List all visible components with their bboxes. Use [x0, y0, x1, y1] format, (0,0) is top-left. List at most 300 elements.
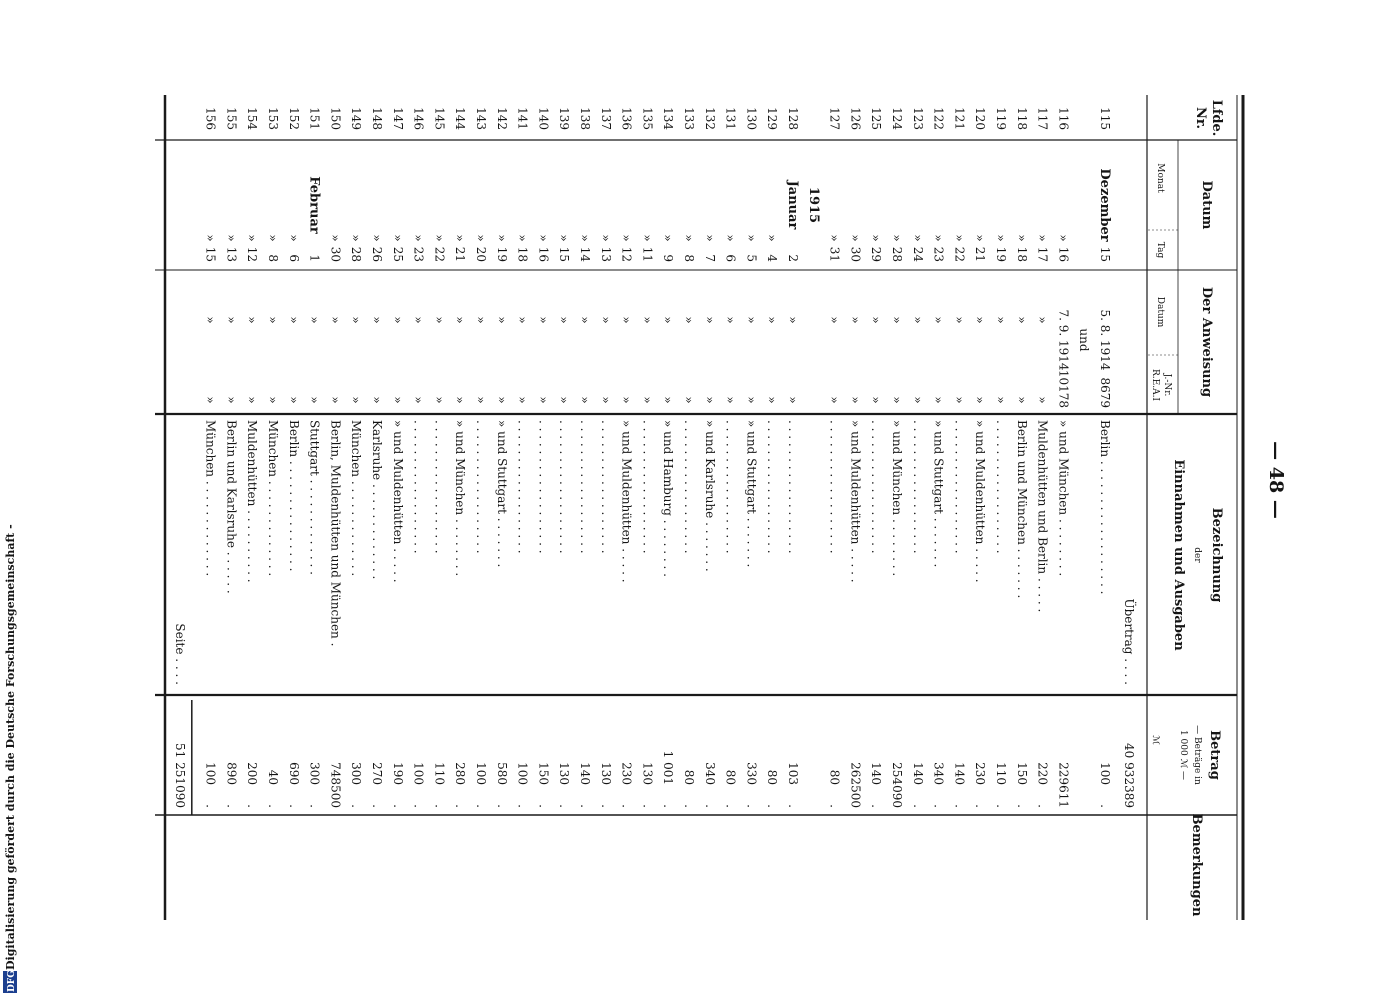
cell-tag: 15: [1098, 246, 1112, 262]
cell-anw-datum: »: [1035, 316, 1050, 324]
cell-pf: .: [286, 804, 301, 808]
table-row: [287, 107, 301, 808]
cell-mark: 580: [494, 762, 509, 785]
cell-pf: .: [494, 804, 509, 808]
cell-tag: 7: [702, 254, 717, 262]
cell-pf: .: [994, 804, 1008, 808]
cell-anw-datum: »: [682, 316, 696, 324]
cell-anw-datum: »: [973, 316, 988, 324]
cell-tag: 11: [640, 246, 655, 262]
cell-bezeichnung: Berlin und München . . . . . . .: [1014, 420, 1029, 599]
cell-tag: 6: [723, 254, 738, 262]
header-labels: [1150, 100, 1224, 917]
cell-tag: 13: [224, 246, 239, 262]
cell-monat: »: [224, 234, 239, 242]
cell-anw-datum: und: [1077, 328, 1092, 352]
cell-anw-datum: »: [786, 316, 800, 324]
table-row: [557, 107, 571, 808]
table-body: [173, 107, 1138, 815]
cell-bezeichnung: . . . . . . . . . . . . . . . . . .: [557, 420, 572, 554]
cell-pf: .: [390, 804, 405, 808]
cell-tag: 8: [682, 254, 696, 262]
cell-mark: 340: [702, 762, 717, 785]
cell-nr: 147: [390, 107, 405, 130]
cell-bezeichnung: » und Muldenhütten . . . . .: [390, 420, 405, 583]
cell-tag: 18: [515, 246, 530, 262]
cell-jnr: »: [307, 396, 322, 404]
cell-nr: 118: [1014, 107, 1029, 130]
cell-mark: 262: [848, 762, 863, 785]
cell-mark: 330: [744, 762, 759, 785]
table-row: [890, 107, 904, 808]
cell-pf: .: [744, 804, 759, 808]
cell-monat: »: [640, 234, 655, 242]
cell-monat: »: [474, 234, 488, 242]
cell-anw-datum: »: [224, 316, 239, 324]
cell-jnr: »: [890, 396, 904, 404]
cell-jnr: »: [910, 396, 925, 404]
cell-monat: »: [682, 234, 696, 242]
cell-anw-datum: »: [1014, 316, 1029, 324]
cell-tag: 23: [411, 246, 426, 262]
header-jnr-2: R.E.A.I: [1150, 369, 1160, 401]
cell-pf: 611: [1056, 785, 1071, 808]
header-jnr-1: J.-Nr.: [1162, 373, 1172, 397]
cell-mark: 80: [682, 769, 696, 785]
cell-jnr: »: [765, 396, 780, 404]
cell-anw-datum: »: [598, 316, 613, 324]
cell-bezeichnung: » und Karlsruhe . . . . . . .: [702, 420, 717, 572]
cell-monat: »: [494, 234, 509, 242]
cell-mark: 100: [474, 762, 488, 785]
table-row: [1077, 328, 1091, 351]
cell-pf: .: [536, 804, 551, 808]
cell-jnr: »: [349, 396, 364, 404]
table-row: [620, 107, 634, 808]
cell-mark: 140: [910, 762, 925, 785]
cell-anw-datum: »: [702, 316, 717, 324]
cell-tag: 19: [994, 246, 1008, 262]
cell-jnr: »: [224, 396, 239, 404]
table-row: [328, 107, 342, 808]
cell-nr: 149: [349, 107, 364, 130]
table-row: [703, 107, 717, 808]
table-row: [765, 107, 779, 808]
cell-tag: 24: [910, 246, 925, 262]
seite-pf: 090: [172, 785, 187, 808]
cell-bezeichnung: . . . . . . . . . . . . . . . . . .: [786, 420, 800, 554]
cell-mark: 229: [1056, 762, 1071, 785]
cell-bezeichnung: . . . . . . . . . . . . . . . . . .: [994, 420, 1008, 554]
table-row: [1056, 107, 1070, 808]
cell-nr: 131: [723, 107, 738, 130]
cell-bezeichnung: München . . . . . . . . . . . . .: [266, 420, 280, 577]
table-row: [412, 107, 426, 808]
cell-mark: 140: [952, 762, 967, 785]
cell-monat: »: [286, 234, 301, 242]
cell-monat: »: [765, 234, 780, 242]
cell-pf: .: [266, 804, 280, 808]
cell-tag: 12: [245, 246, 260, 262]
cell-jnr: »: [432, 396, 447, 404]
table-row: [224, 107, 238, 808]
cell-monat: »: [827, 234, 842, 242]
cell-anw-datum: 5. 8. 1914: [1098, 309, 1112, 371]
cell-jnr: »: [848, 396, 863, 404]
cell-mark: 100: [1098, 762, 1112, 785]
cell-tag: 21: [453, 246, 468, 262]
table-row: [828, 107, 842, 808]
cell-pf: .: [203, 804, 218, 808]
cell-mark: 80: [765, 769, 780, 785]
cell-anw-datum: »: [390, 316, 405, 324]
cell-pf: .: [515, 804, 530, 808]
cell-tag: 26: [370, 246, 384, 262]
cell-mark: 150: [1014, 762, 1029, 785]
cell-anw-datum: »: [869, 316, 884, 324]
cell-monat: »: [245, 234, 260, 242]
cell-pf: .: [578, 804, 592, 808]
cell-nr: 156: [203, 107, 218, 130]
table-row: [661, 107, 675, 808]
cell-monat: 1915: [805, 186, 821, 224]
cell-jnr: »: [640, 396, 655, 404]
cell-jnr: »: [661, 396, 676, 404]
cell-tag: 22: [952, 246, 967, 262]
cell-mark: 340: [931, 762, 946, 785]
header-betrag-4: ℳ: [1150, 735, 1160, 745]
cell-tag: 28: [890, 246, 904, 262]
cell-mark: 254: [890, 762, 904, 785]
cell-bezeichnung: . . . . . . . . . . . . . . . . . .: [515, 420, 530, 554]
cell-nr: 150: [328, 107, 343, 130]
cell-jnr: »: [557, 396, 572, 404]
seite-mark: 51 251: [172, 743, 187, 785]
cell-nr: 141: [515, 107, 530, 130]
cell-pf: .: [952, 804, 967, 808]
cell-monat: »: [453, 234, 468, 242]
cell-tag: 12: [619, 246, 634, 262]
cell-tag: 17: [1035, 246, 1050, 262]
header-bemerkungen: Bemerkungen: [1189, 813, 1204, 917]
table-row: [682, 107, 696, 808]
uebertrag-label: Übertrag . . . .: [1122, 598, 1136, 685]
dfg-logo-text: DFG: [7, 970, 17, 992]
cell-monat: »: [349, 234, 364, 242]
table-row: [536, 107, 550, 808]
cell-monat: »: [869, 234, 884, 242]
cell-nr: 132: [702, 107, 717, 130]
cell-pf: .: [682, 804, 696, 808]
cell-mark: 280: [453, 762, 468, 785]
cell-jnr: 10178: [1056, 369, 1071, 408]
cell-anw-datum: »: [578, 316, 592, 324]
cell-nr: 136: [619, 107, 634, 130]
cell-tag: 23: [931, 246, 946, 262]
cell-bezeichnung: » und München . . . . . . . .: [453, 420, 468, 577]
cell-anw-datum: »: [474, 316, 488, 324]
cell-tag: 29: [869, 246, 884, 262]
table-row: [370, 107, 384, 808]
cell-nr: 142: [494, 107, 509, 130]
cell-jnr: »: [702, 396, 717, 404]
table-row: [952, 107, 966, 808]
header-datum: Datum: [1199, 180, 1214, 230]
cell-pf: .: [786, 804, 800, 808]
cell-anw-datum: »: [515, 316, 530, 324]
cell-mark: 100: [411, 762, 426, 785]
cell-mark: 690: [286, 762, 301, 785]
cell-jnr: »: [682, 396, 696, 404]
cell-anw-datum: »: [453, 316, 468, 324]
cell-anw-datum: »: [931, 316, 946, 324]
cell-monat: »: [598, 234, 613, 242]
cell-pf: .: [307, 804, 322, 808]
cell-mark: 140: [578, 762, 592, 785]
uebertrag-pf: 389: [1122, 785, 1136, 808]
cell-anw-datum: »: [349, 316, 364, 324]
cell-bezeichnung: » und München . . . . . . . .: [1056, 420, 1071, 577]
cell-jnr: »: [973, 396, 988, 404]
cell-nr: 130: [744, 107, 759, 130]
cell-monat: »: [619, 234, 634, 242]
cell-nr: 128: [786, 107, 800, 130]
header-monat: Monat: [1155, 163, 1165, 193]
cell-nr: 146: [411, 107, 426, 130]
cell-anw-datum: »: [266, 316, 280, 324]
cell-nr: 134: [661, 107, 676, 130]
cell-mark: 130: [598, 762, 613, 785]
table-row: [640, 107, 654, 808]
cell-jnr: »: [328, 396, 343, 404]
cell-jnr: »: [474, 396, 488, 404]
cell-pf: .: [224, 804, 239, 808]
cell-anw-datum: »: [640, 316, 655, 324]
cell-jnr: »: [578, 396, 592, 404]
cell-bezeichnung: . . . . . . . . . . . . . . . . . .: [827, 420, 842, 554]
cell-bezeichnung: . . . . . . . . . . . . . . . . . .: [578, 420, 592, 554]
cell-bezeichnung: » und Stuttgart . . . . . . .: [931, 420, 946, 568]
cell-monat: »: [744, 234, 759, 242]
table-row: [474, 107, 488, 808]
cell-nr: 151: [307, 107, 322, 130]
cell-tag: 15: [557, 246, 572, 262]
cell-monat: »: [931, 234, 946, 242]
cell-jnr: »: [494, 396, 509, 404]
cell-anw-datum: »: [994, 316, 1008, 324]
cell-nr: 152: [286, 107, 301, 130]
cell-pf: .: [453, 804, 468, 808]
cell-mark: 130: [557, 762, 572, 785]
cell-nr: 155: [224, 107, 239, 130]
cell-jnr: »: [744, 396, 759, 404]
cell-anw-datum: »: [307, 316, 322, 324]
cell-monat: »: [557, 234, 572, 242]
cell-tag: 9: [661, 254, 676, 262]
cell-monat: »: [432, 234, 447, 242]
cell-tag: 1: [307, 254, 322, 262]
cell-bezeichnung: . . . . . . . . . . . . . . . . . .: [869, 420, 884, 554]
cell-nr: 138: [578, 107, 592, 130]
cell-anw-datum: »: [848, 316, 863, 324]
cell-nr: 144: [453, 107, 468, 130]
cell-nr: 122: [931, 107, 946, 130]
cell-monat: »: [328, 234, 343, 242]
cell-pf: .: [661, 804, 676, 808]
cell-anw-datum: »: [494, 316, 509, 324]
cell-tag: 13: [598, 246, 613, 262]
cell-pf: .: [557, 804, 572, 808]
cell-nr: 133: [682, 107, 696, 130]
cell-nr: 145: [432, 107, 447, 130]
cell-nr: 129: [765, 107, 780, 130]
cell-pf: .: [827, 804, 842, 808]
cell-nr: 127: [827, 107, 842, 130]
cell-jnr: »: [1035, 396, 1050, 404]
cell-bezeichnung: . . . . . . . . . . . . . . . . . .: [432, 420, 447, 554]
cell-bezeichnung: . . . . . . . . . . . . . . . . . .: [474, 420, 488, 554]
cell-mark: 110: [432, 762, 447, 785]
cell-bezeichnung: Berlin, Muldenhütten und München .: [328, 420, 343, 647]
cell-nr: 143: [474, 107, 488, 130]
cell-tag: 31: [827, 246, 842, 262]
table-row: [1015, 107, 1029, 808]
table-row: [391, 107, 405, 808]
cell-mark: 40: [266, 769, 280, 785]
cell-pf: .: [474, 804, 488, 808]
page-number: — 48 —: [1265, 441, 1287, 519]
cell-anw-datum: »: [619, 316, 634, 324]
cell-monat: »: [370, 234, 384, 242]
cell-tag: 2: [786, 254, 800, 262]
table-row: [495, 107, 509, 808]
seite-label: Seite . . . .: [172, 623, 187, 685]
cell-bezeichnung: Muldenhütten . . . . . . . . . .: [245, 420, 260, 583]
cell-pf: .: [432, 804, 447, 808]
cell-tag: 25: [390, 246, 405, 262]
cell-nr: 154: [245, 107, 260, 130]
cell-anw-datum: »: [245, 316, 260, 324]
table-row: [1097, 107, 1112, 808]
table-row: [204, 107, 218, 808]
table-row: [599, 107, 613, 808]
cell-bezeichnung: . . . . . . . . . . . . . . . . . .: [411, 420, 426, 554]
cell-mark: 1 001: [661, 750, 676, 785]
cell-jnr: »: [598, 396, 613, 404]
table-row: [806, 187, 821, 223]
cell-nr: 119: [994, 107, 1008, 130]
header-betrag-3: 1 000 ℳ —: [1178, 729, 1188, 781]
cell-tag: 4: [765, 254, 780, 262]
cell-anw-datum: »: [910, 316, 925, 324]
cell-jnr: »: [390, 396, 405, 404]
cell-bezeichnung: . . . . . . . . . . . . . . . . . .: [536, 420, 551, 554]
cell-anw-datum: »: [370, 316, 384, 324]
cell-pf: .: [1035, 804, 1050, 808]
cell-monat: »: [952, 234, 967, 242]
cell-mark: 200: [245, 762, 260, 785]
cell-bezeichnung: » und München . . . . . . . .: [890, 420, 904, 577]
cell-mark: 80: [723, 769, 738, 785]
cell-pf: .: [598, 804, 613, 808]
cell-monat: »: [390, 234, 405, 242]
cell-tag: 21: [973, 246, 988, 262]
uebertrag-mark: 40 932: [1122, 743, 1136, 785]
cell-nr: 139: [557, 107, 572, 130]
cell-monat: »: [411, 234, 426, 242]
credit-text: Digitalisierung gefördert durch die Deutsche Forschungsgemeinschaft -: [4, 524, 17, 970]
cell-jnr: »: [536, 396, 551, 404]
cell-nr: 137: [598, 107, 613, 130]
cell-monat: »: [1014, 234, 1029, 242]
cell-bezeichnung: . . . . . . . . . . . . . . . . . .: [640, 420, 655, 554]
cell-pf: .: [640, 804, 655, 808]
cell-jnr: »: [1014, 396, 1029, 404]
cell-mark: 220: [1035, 762, 1050, 785]
cell-nr: 148: [370, 107, 384, 130]
cell-jnr: »: [931, 396, 946, 404]
cell-jnr: »: [827, 396, 842, 404]
cell-monat: »: [203, 234, 218, 242]
cell-bezeichnung: . . . . . . . . . . . . . . . . . .: [765, 420, 780, 554]
cell-nr: 123: [910, 107, 925, 130]
cell-tag: 22: [432, 246, 447, 262]
cell-tag: 18: [1014, 246, 1029, 262]
cell-anw-datum: »: [890, 316, 904, 324]
cell-nr: 124: [890, 107, 904, 130]
header-betrag-2: — Beträge in: [1192, 725, 1202, 785]
header-bez-2: der: [1192, 547, 1202, 563]
cell-tag: 20: [474, 246, 488, 262]
cell-tag: 5: [744, 254, 759, 262]
cell-tag: 6: [286, 254, 301, 262]
cell-monat: »: [1035, 234, 1050, 242]
cell-nr: 116: [1056, 107, 1071, 130]
cell-mark: 140: [869, 762, 884, 785]
cell-monat: »: [890, 234, 904, 242]
cell-bezeichnung: Karlsruhe . . . . . . . . . . . . .: [370, 420, 384, 580]
cell-bezeichnung: München . . . . . . . . . . . . .: [349, 420, 364, 577]
table-row: [973, 107, 987, 808]
cell-nr: 115: [1098, 107, 1112, 130]
cell-tag: 28: [349, 246, 364, 262]
cell-bezeichnung: Stuttgart . . . . . . . . . . . . .: [307, 420, 322, 575]
cell-pf: 090: [890, 785, 904, 808]
table-row: [307, 107, 322, 808]
cell-anw-datum: »: [286, 316, 301, 324]
cell-tag: 15: [203, 246, 218, 262]
cell-anw-datum: »: [827, 316, 842, 324]
cell-pf: .: [1014, 804, 1029, 808]
table-row: [724, 107, 738, 808]
cell-pf: .: [370, 804, 384, 808]
table-row: [578, 107, 592, 808]
cell-anw-datum: »: [661, 316, 676, 324]
cell-pf: .: [910, 804, 925, 808]
table-row: [349, 107, 363, 808]
table-row: [848, 107, 862, 808]
cell-mark: 230: [973, 762, 988, 785]
cell-nr: 125: [869, 107, 884, 130]
cell-anw-datum: 7. 9. 1914: [1056, 309, 1071, 371]
cell-anw-datum: »: [536, 316, 551, 324]
cell-jnr: »: [411, 396, 426, 404]
cell-pf: .: [349, 804, 364, 808]
cell-anw-datum: »: [557, 316, 572, 324]
cell-pf: 500: [328, 785, 343, 808]
cell-anw-datum: »: [432, 316, 447, 324]
cell-jnr: »: [245, 396, 260, 404]
